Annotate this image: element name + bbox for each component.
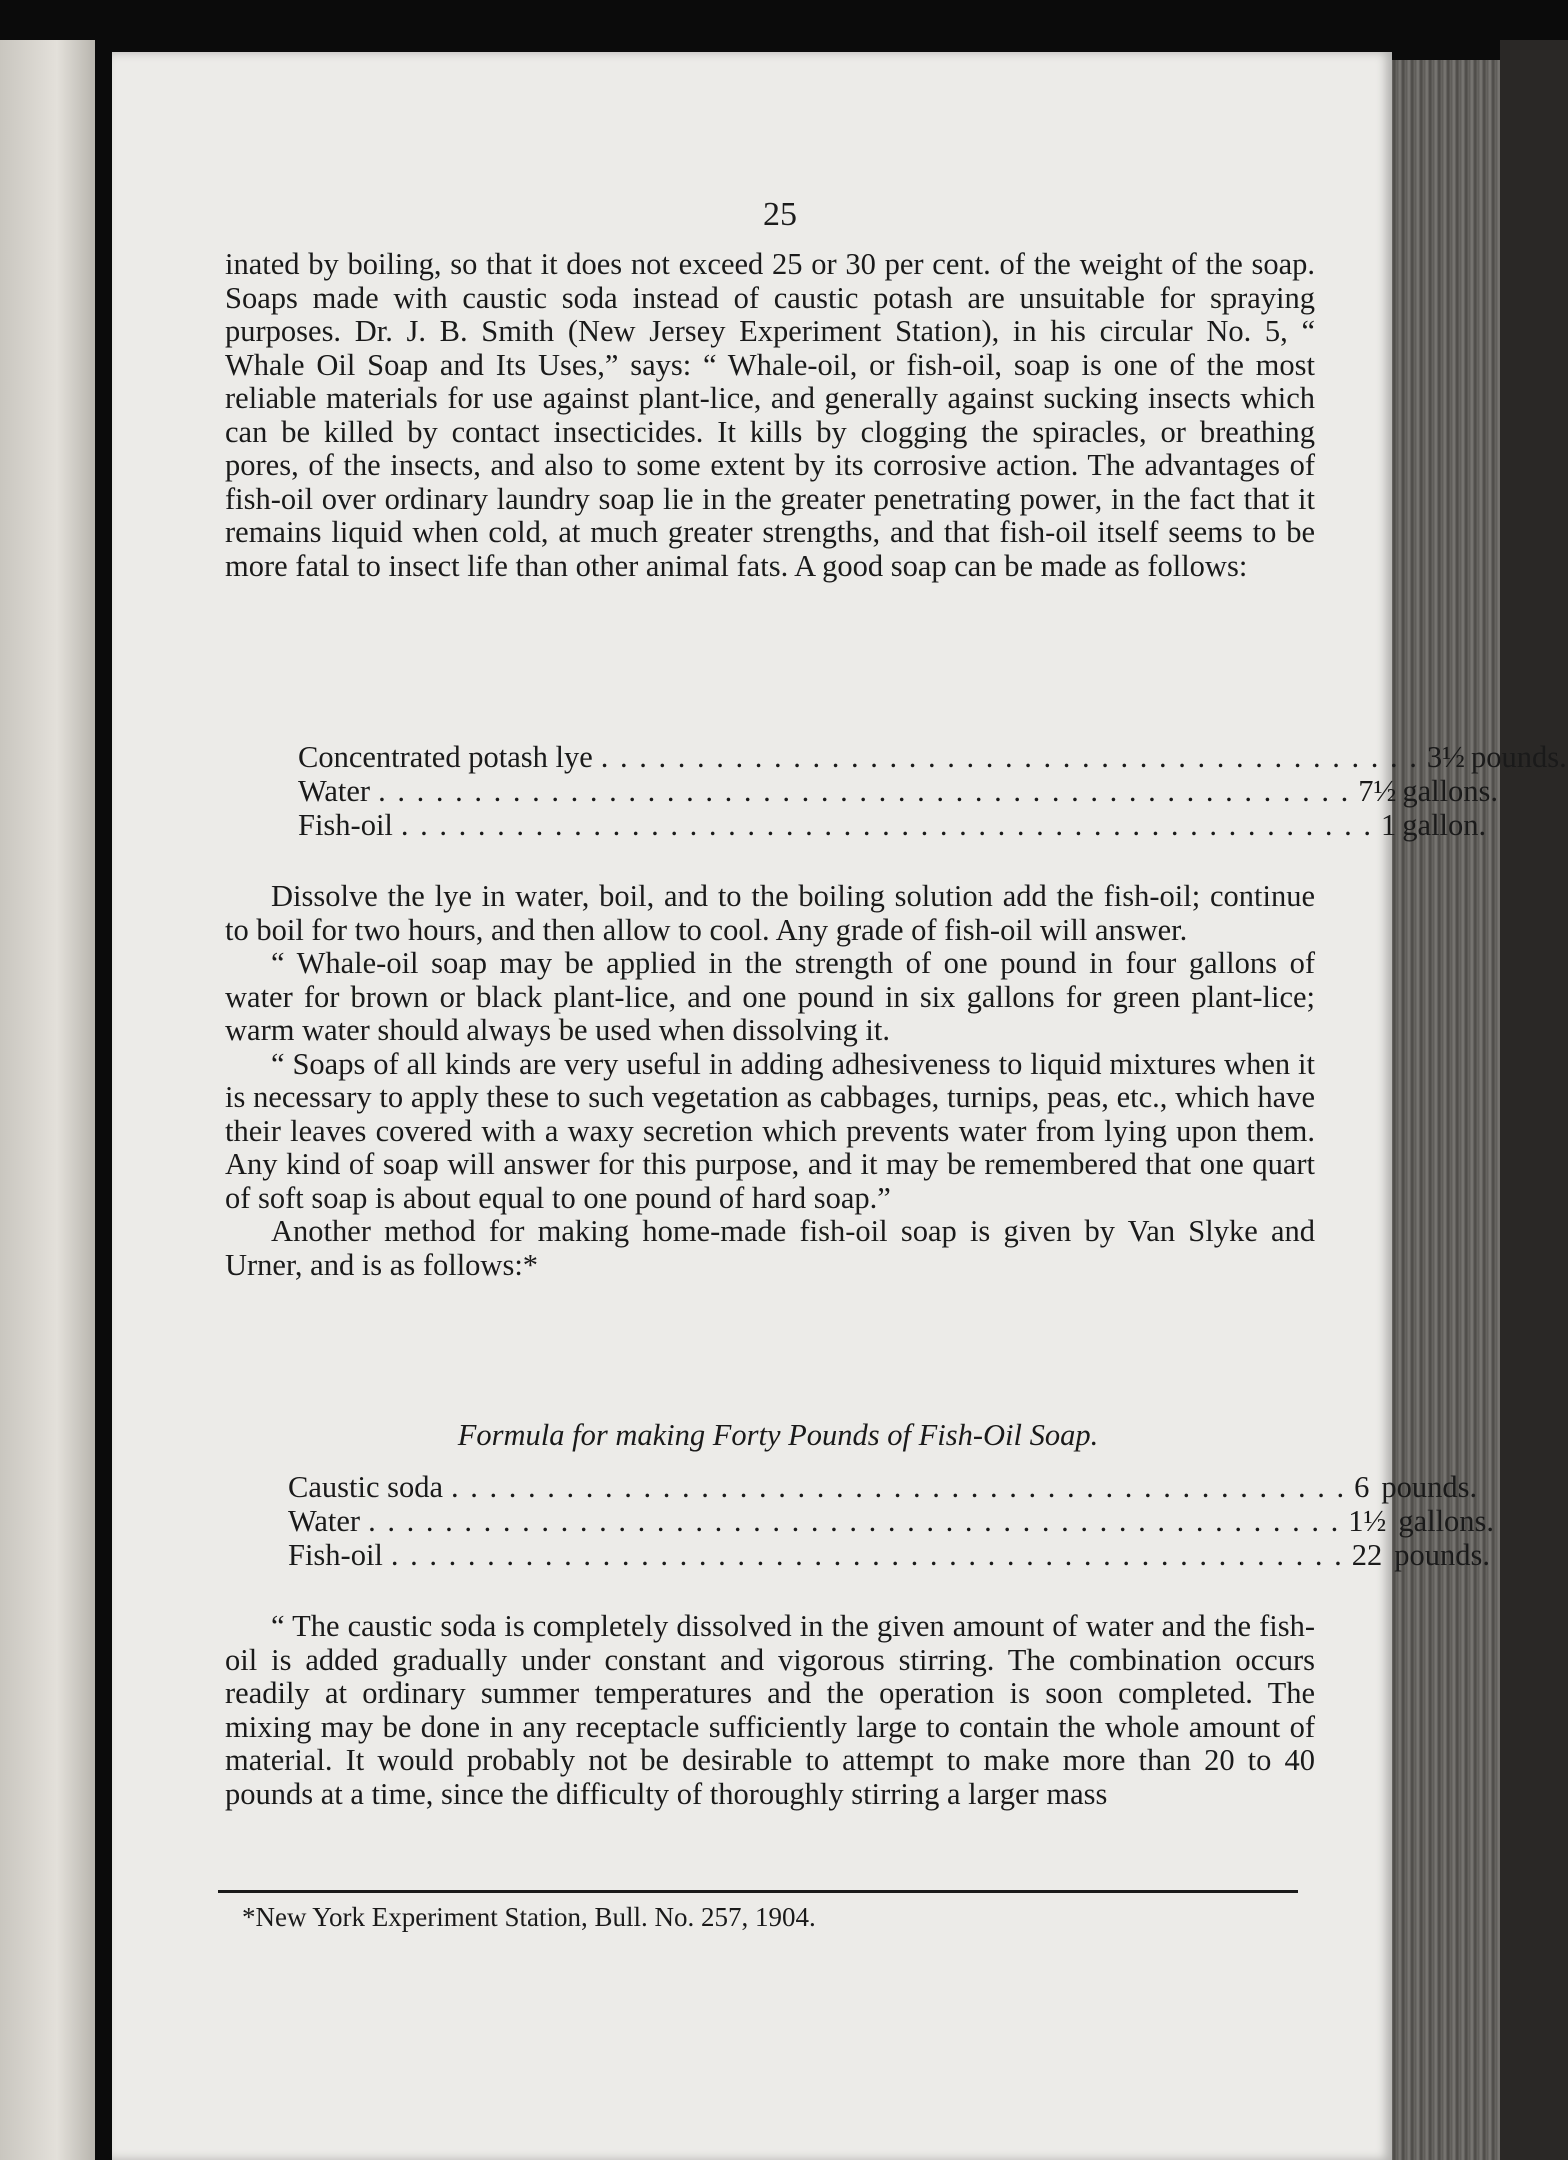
recipe-unit: gallon. — [1402, 808, 1487, 842]
recipe-quantity: 7½ — [1358, 774, 1397, 808]
recipe-item: Water — [298, 774, 371, 808]
leader-dots: . . . . . . . . . . . . . . . . . . . . . . . . . . . . . . . . . . . . . . . . . . . . . . . — [451, 1470, 1347, 1504]
recipe-unit: pounds. — [1394, 1538, 1491, 1572]
leader-dots: . . . . . . . . . . . . . . . . . . . . . . . . . . . . . . . . . . . . . . . . . . . . . . . . . . . — [400, 808, 1374, 842]
recipe-quantity: 1 — [1381, 808, 1397, 842]
page-number: 25 — [763, 196, 797, 233]
recipe-row — [298, 774, 1499, 808]
body-text-top — [225, 248, 1315, 583]
footnote-rule — [218, 1890, 1298, 1893]
footnote: *New York Experiment Station, Bull. No. 257, 1904. — [242, 1902, 816, 1932]
paragraph: Dissolve the lye in water, boil, and to the boiling solution add the fish-oil; continue to boil for two hours, and then allow to cool. Any grade of fish-oil will answer. — [225, 879, 1315, 947]
recipe-unit: pounds. — [1381, 1470, 1478, 1504]
recipe-item: Fish-oil — [298, 808, 393, 842]
leader-dots: . . . . . . . . . . . . . . . . . . . . . . . . . . . . . . . . . . . . . . . . . . . . . . . . . . . — [378, 774, 1351, 808]
formula-title: Formula for making Forty Pounds of Fish-Oil Soap. — [457, 1418, 1099, 1452]
recipe-row — [298, 808, 1487, 842]
body-text-middle — [225, 880, 1315, 1282]
recipe-unit: pounds. — [1471, 740, 1567, 774]
leader-dots: . . . . . . . . . . . . . . . . . . . . . . . . . . . . . . . . . . . . . . . . . . . . . . . . . . . — [368, 1504, 1341, 1538]
paragraph: inated by boiling, so that it does not exceed 25 or 30 per cent. of the weight of the soap. Soaps made with caustic soda instead of caustic potash are unsuitable for spraying purposes. Dr. J. B. Smith (New Jersey Experiment Station), in his circular No. 5, “ Whale Oil Soap and Its Uses,” says: “ Whale-oil, or fish-oil, soap is one of the most reliable materials for use against plant-lice, and generally against sucking insects which can be killed by contact insecticides. It kills by clogging the spiracles, or breathing pores, of the insects, and also to some extent by its corrosive action. The advantages of fish-oil over ordinary laundry soap lie in the greater penetrating power, in the fact that it remains liquid when cold, at much greater strengths, and that fish-oil itself seems to be more fatal to insect life than other animal fats. A good soap can be made as follows: — [225, 247, 1315, 583]
recipe-quantity: 3½ — [1426, 740, 1465, 774]
leader-dots: . . . . . . . . . . . . . . . . . . . . . . . . . . . . . . . . . . . . . . . . . . . — [600, 740, 1419, 774]
recipe-item: Fish-oil — [288, 1538, 383, 1572]
recipe-table-caustic-soda — [288, 1470, 1495, 1572]
facing-page-edge — [0, 40, 95, 2160]
recipe-row — [298, 740, 1567, 774]
paragraph: “ The caustic soda is completely dissolved in the given amount of water and the fish-oil is added gradually under constant and vigorous stirring. The combination occurs readily at ordinary summer temperatures and the operation is soon completed. The mixing may be done in any receptacle sufficiently large to contain the whole amount of material. It would probably not be desirable to attempt to make more than 20 to 40 pounds at a time, since the difficulty of thoroughly stirring a larger mass — [225, 1609, 1315, 1811]
recipe-quantity: 22 — [1351, 1538, 1383, 1572]
paragraph: “ Soaps of all kinds are very useful in adding adhesiveness to liquid mixtures when it is necessary to apply these to such vegetation as cabbages, turnips, peas, etc., which have their leaves covered with a waxy secretion which prevents water from lying upon them. Any kind of soap will answer for this purpose, and it may be remembered that one quart of soft soap is about equal to one pound of hard soap.” — [225, 1046, 1315, 1215]
recipe-item: Caustic soda — [288, 1470, 444, 1504]
recipe-quantity: 6 — [1354, 1470, 1370, 1504]
recipe-row — [288, 1504, 1495, 1538]
recipe-row — [288, 1470, 1478, 1504]
recipe-quantity: 1½ — [1348, 1504, 1387, 1538]
leader-dots: . . . . . . . . . . . . . . . . . . . . . . . . . . . . . . . . . . . . . . . . . . . . . . . . . . — [390, 1538, 1344, 1572]
body-text-bottom — [225, 1610, 1315, 1811]
recipe-unit: gallons. — [1402, 774, 1499, 808]
recipe-unit: gallons. — [1398, 1504, 1495, 1538]
recipe-item: Concentrated potash lye — [298, 740, 593, 774]
paragraph: Another method for making home-made fish-oil soap is given by Van Slyke and Urner, and is as follows:* — [225, 1214, 1315, 1282]
book-spine-shadow — [1500, 40, 1568, 2160]
recipe-item: Water — [288, 1504, 361, 1538]
paragraph: “ Whale-oil soap may be applied in the strength of one pound in four gallons of water for brown or black plant-lice, and one pound in six gallons for green plant-lice; warm water should always be used when dissolving it. — [225, 946, 1315, 1047]
recipe-row — [288, 1538, 1491, 1572]
recipe-table-potash — [298, 740, 1567, 842]
